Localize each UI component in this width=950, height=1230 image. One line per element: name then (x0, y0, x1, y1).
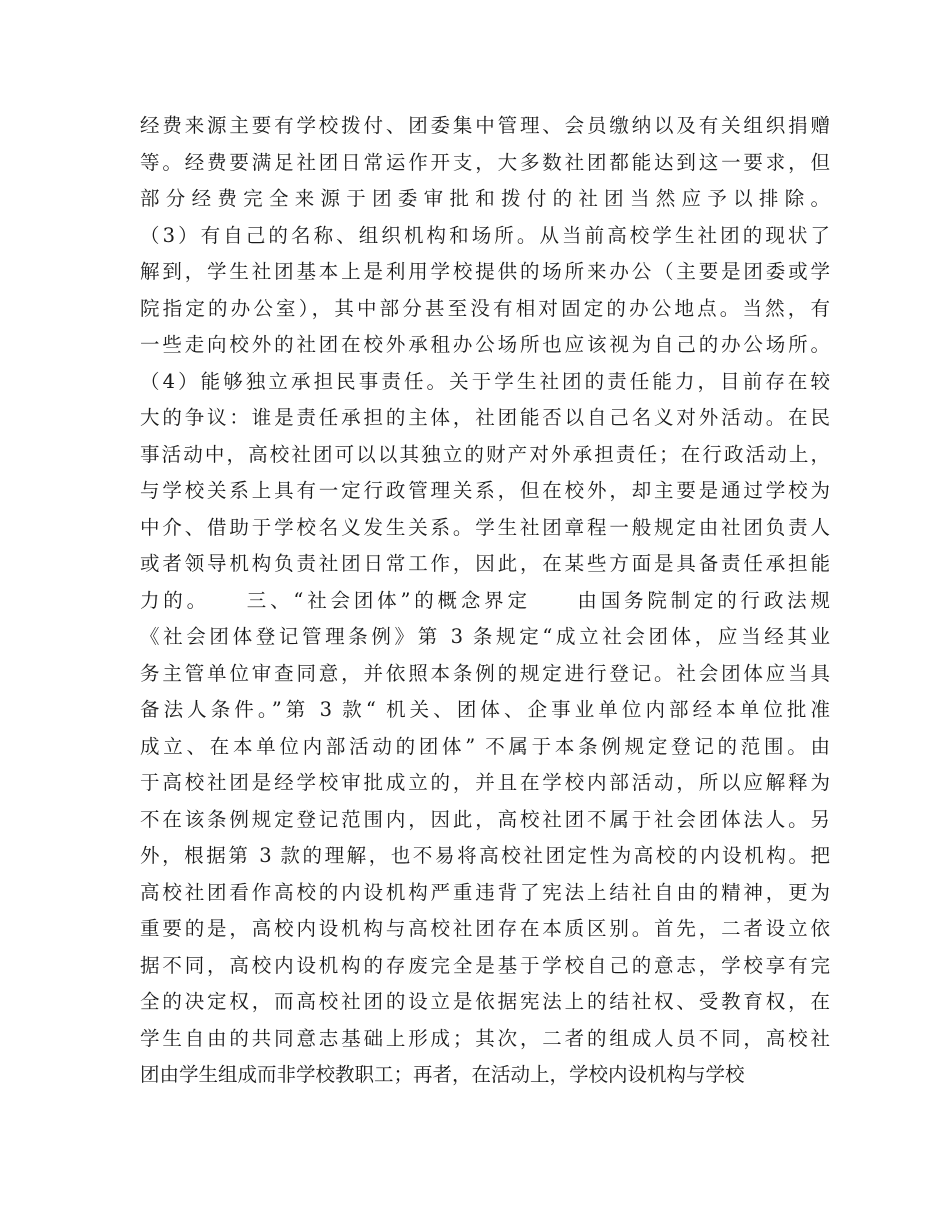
text-line: 一些走向校外的社团在校外承租办公场所也应该视为自己的办公场所。 (140, 333, 830, 356)
text-line: 事活动中，高校社团可以以其独立的财产对外承担责任；在行政活动上， (140, 442, 830, 466)
text-line: （4）能够独立承担民事责任。关于学生社团的责任能力，目前存在较 (140, 369, 830, 393)
text-line: 据不同，高校内设机构的存废完全是基于学校自己的意志，学校享有完 (140, 953, 830, 977)
text-line: 全的决定权，而高校社团的设立是依据宪法上的结社权、受教育权，在 (140, 990, 830, 1013)
text-line: 学生自由的共同意志基础上形成；其次，二者的组成人员不同，高校社 (140, 1026, 830, 1050)
text-line: 高校社团看作高校的内设机构严重违背了宪法上结社自由的精神，更为 (140, 880, 830, 904)
text-line: 备法人条件。”第 3 款“ 机关、团体、企事业单位内部经本单位批准 (140, 698, 830, 721)
body-text (140, 108, 830, 1094)
text-line: 外，根据第 3 款的理解，也不易将高校社团定性为高校的内设机构。把 (140, 844, 830, 867)
text-line: 不在该条例规定登记范围内，因此，高校社团不属于社会团体法人。另 (140, 807, 830, 831)
text-line: 院指定的办公室），其中部分甚至没有相对固定的办公地点。当然，有 (140, 296, 830, 320)
text-line: 大的争议：谁是责任承担的主体，社团能否以自己名义对外活动。在民 (140, 406, 830, 429)
text-line: 解到，学生社团基本上是利用学校提供的场所来办公（主要是团委或学 (140, 260, 830, 283)
text-line: 重要的是，高校内设机构与高校社团存在本质区别。首先，二者设立依 (140, 917, 830, 940)
text-line: 于高校社团是经学校审批成立的，并且在学校内部活动，所以应解释为 (140, 771, 830, 794)
text-line: 部分经费完全来源于团委审批和拨付的社团当然应予以排除。 (140, 187, 830, 210)
text-line: 务主管单位审查同意，并依照本条例的规定进行登记。社会团体应当具 (140, 661, 830, 685)
text-line: 或者领导机构负责社团日常工作，因此，在某些方面是具备责任承担能 (140, 552, 830, 575)
text-line: 《社会团体登记管理条例》第 3 条规定“成立社会团体，应当经其业 (140, 625, 830, 648)
text-line: 成立、在本单位内部活动的团体” 不属于本条例规定登记的范围。由 (140, 734, 830, 758)
text-line: 与学校关系上具有一定行政管理关系，但在校外，却主要是通过学校为 (140, 479, 830, 502)
text-line: 等。经费要满足社团日常运作开支，大多数社团都能达到这一要求，但 (140, 150, 830, 174)
text-line: 团由学生组成而非学校教职工；再者，在活动上，学校内设机构与学校 (140, 1063, 745, 1086)
text-line: （3）有自己的名称、组织机构和场所。从当前高校学生社团的现状了 (140, 223, 830, 247)
text-line: 经费来源主要有学校拨付、团委集中管理、会员缴纳以及有关组织捐赠 (140, 114, 830, 137)
text-line: 力的。 三、“社会团体”的概念界定 由国务院制定的行政法规 (140, 588, 830, 612)
text-line: 中介、借助于学校名义发生关系。学生社团章程一般规定由社团负责人 (140, 515, 830, 539)
